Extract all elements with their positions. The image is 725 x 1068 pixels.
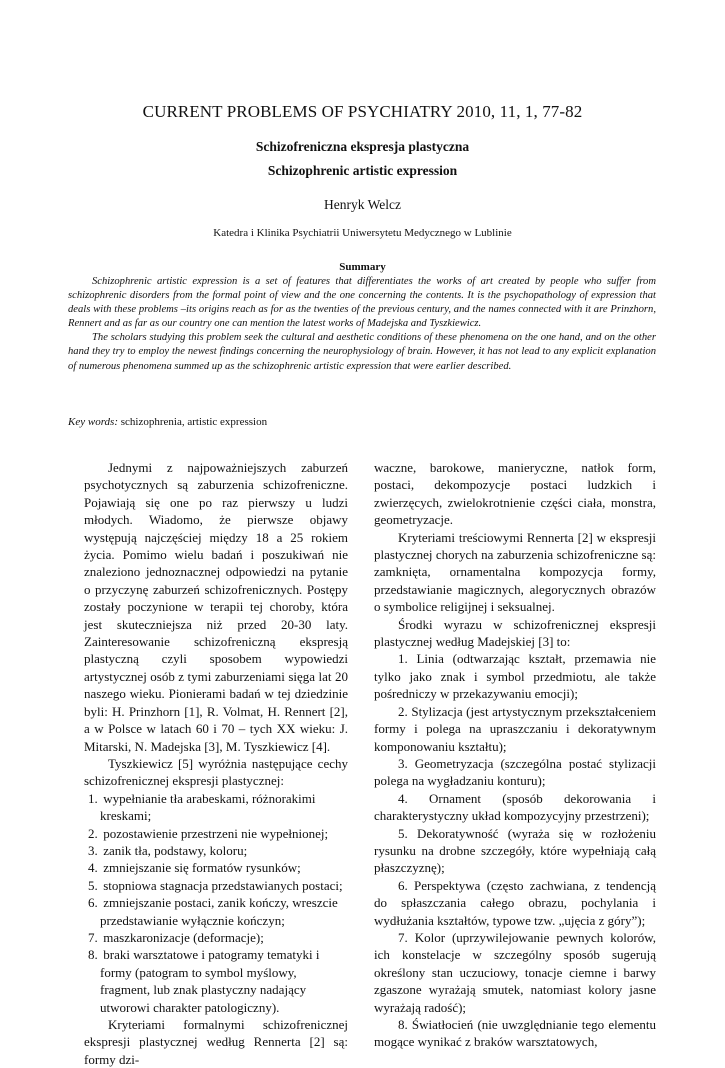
keywords-text: schizophrenia, artistic expression bbox=[120, 416, 268, 428]
list-item bbox=[84, 859, 348, 876]
list-item: 4. Ornament (sposób dekorowania i charakterystyczny układ kompozycyjny przestrzeni); bbox=[374, 790, 656, 824]
article-title-english: Schizophrenic artistic expression bbox=[267, 163, 458, 178]
keywords-label: Key words: bbox=[68, 416, 119, 428]
list-item bbox=[84, 790, 348, 825]
list-item-number: 4. bbox=[88, 860, 98, 876]
list-item-text: maszkaronizacje (deformacje); bbox=[103, 929, 264, 945]
list-item-number: 3. bbox=[88, 842, 98, 858]
list-item-text: pozostawienie przestrzeni nie wypełnionej; bbox=[103, 825, 329, 841]
list-item-text: wypełnianie tła arabeskami, różnorakimi kreskami; bbox=[100, 790, 316, 824]
list-item: 5. Dekoratywność (wyraża się w rozłożeniu rysunku na drobne szczegóły, które wypełniają całą płaszczyznę); bbox=[374, 825, 656, 876]
body-paragraph: Jednymi z najpoważniejszych zaburzeń psychotycznych są zaburzenia schizofreniczne. Pojawiają się one po raz pierwszy u ludzi młodych. Wiadomo, że pierwsze objawy występują najczęściej między 18 a 25 rokiem życia. Pomimo wielu badań i poszukiwań nie znaleziono jednoznacznej odpowiedzi na pytanie o przyczynę zaburzeń schizofrenicznych. Postępy zostały poczynione w terapii tej choroby, która jest skuteczniejsza niż przed 20-30 laty. Zainteresowanie schizofreniczną ekspresją plastyczną czyli sposobem wypowiedzi artystycznej osób z tymi zaburzeniami sięga lat 20 naszego wieku. Pionierami badań w tej dziedzinie byli: H. Prinzhorn [1], R. Volmat, H. Rennert [2], a w Polsce w latach 60 i 70 – tych XX wieku: J. Mitarski, N. Madejska [3], M. Tyszkiewicz [4]. bbox=[84, 460, 348, 754]
keywords bbox=[68, 416, 656, 428]
list-item-text: zmniejszanie postaci, zanik kończy, wreszcie przedstawianie wyłącznie kończyn; bbox=[100, 895, 338, 928]
author-name: Henryk Welcz bbox=[323, 197, 401, 212]
list-item: 6. Perspektywa (często zachwiana, z tendencją do spłaszczania całego obrazu, pochylania i wydłużania kształtów, typowe tzw. „ujęcia z góry”); bbox=[374, 877, 656, 928]
list-item-text: zmniejszanie się formatów rysunków; bbox=[103, 860, 301, 876]
article-title-polish: Schizofreniczna ekspresja plastyczna bbox=[255, 139, 470, 154]
list-item-text: stopniowa stagnacja przedstawianych postaci; bbox=[103, 877, 343, 893]
author-affiliation: Katedra i Klinika Psychiatrii Uniwersytetu Medycznego w Lublinie bbox=[213, 227, 512, 239]
list-item-number: 1. bbox=[88, 790, 98, 806]
tyszkiewicz-features-list bbox=[84, 790, 348, 1016]
list-item: 7. Kolor (uprzywilejowanie pewnych kolorów, ich konstelacje w szczególny sposób sugerują określony stan uczuciowy, tonacje ciemne i barwy zgaszone wyrażają smutek, natomiast kolory jasne wyrażają radość); bbox=[374, 929, 656, 1015]
list-item: 3. Geometryzacja (szczególna postać stylizacji polega na wygładzaniu konturu); bbox=[374, 755, 656, 789]
list-item bbox=[84, 946, 348, 1016]
list-item bbox=[84, 825, 348, 842]
summary-heading: Summary bbox=[339, 261, 386, 273]
list-item-number: 7. bbox=[88, 929, 98, 945]
list-item-text: zanik tła, podstawy, koloru; bbox=[103, 842, 248, 858]
list-item bbox=[84, 877, 348, 894]
body-paragraph: Środki wyrazu w schizofrenicznej ekspresji plastycznej według Madejskiej [3] to: bbox=[374, 616, 656, 650]
body-paragraph: Kryteriami treściowymi Rennerta [2] w ekspresji plastycznej chorych na zaburzenia schizofreniczne są: zamknięta, ornamentalna kompozycja formy, przedstawianie magicznych, alegorycznych obrazów o symbolice religijnej i seksualnej. bbox=[374, 529, 656, 615]
list-item bbox=[84, 842, 348, 859]
list-item-text: braki warsztatowe i patogramy tematyki i formy (patogram to symbol myślowy, fragment, lub znak plastyczny nadający utworowi charakter patologiczny). bbox=[100, 947, 320, 1015]
summary-abstract bbox=[68, 275, 656, 374]
list-item bbox=[84, 929, 348, 946]
madejska-means-list bbox=[374, 650, 656, 1050]
journal-header: CURRENT PROBLEMS OF PSYCHIATRY 2010, 11, 1, 77-82 bbox=[142, 102, 583, 121]
summary-paragraph-2: The scholars studying this problem seek the cultural and aesthetic conditions of these phenomena on the one hand, and on the other hand they try to employ the newest findings concerning the neurophysiology of brain. However, it has not lead to any explicit explanation of numerous phenomena summed up as the schizophrenic artistic expression that were earlier described. bbox=[68, 332, 656, 372]
list-item-number: 5. bbox=[88, 877, 98, 893]
list-item: 8. Światłocień (nie uwzględnianie tego elementu mogące wynikać z braków warsztatowych, bbox=[374, 1017, 656, 1050]
body-paragraph-continued: waczne, barokowe, manieryczne, natłok form, postaci, dekompozycje postaci ludzkich i zwierzęcych, zwielokrotnienie części ciała, monstra, geometryzacje. bbox=[374, 460, 656, 528]
body-paragraph: Kryteriami formalnymi schizofrenicznej ekspresji plastycznej według Rennerta [2] są: formy dzi- bbox=[84, 1017, 348, 1067]
list-item-number: 2. bbox=[88, 825, 98, 841]
body-left-column bbox=[84, 459, 348, 1068]
list-item: 1. Linia (odtwarzając kształt, przemawia nie tylko jako znak i symbol przedmiotu, ale także pośredniczy w przekazywaniu emocji); bbox=[374, 651, 656, 702]
list-item-number: 8. bbox=[88, 947, 98, 963]
body-right-column bbox=[374, 459, 656, 1051]
body-paragraph: Tyszkiewicz [5] wyróżnia następujące cechy schizofrenicznej ekspresji plastycznej: bbox=[84, 755, 348, 789]
summary-paragraph-1: Schizophrenic artistic expression is a set of features that differentiates the works of art created by people who suffer from schizophrenic disorders from the formal point of view and the one concerning the contents. It is the psychopathology of expression that deals with these problems –its origins reach as for as the twenties of the previous century, and the names connected with it are Prinzhorn, Rennert and as far as our country one can mention the latest works of Madejska and Tyszkiewicz. bbox=[68, 276, 656, 330]
list-item: 2. Stylizacja (jest artystycznym przekształceniem formy i polega na upraszczaniu i dekoratywnym komponowaniu kształtu); bbox=[374, 703, 656, 754]
list-item bbox=[84, 894, 348, 929]
list-item-number: 6. bbox=[88, 895, 98, 911]
